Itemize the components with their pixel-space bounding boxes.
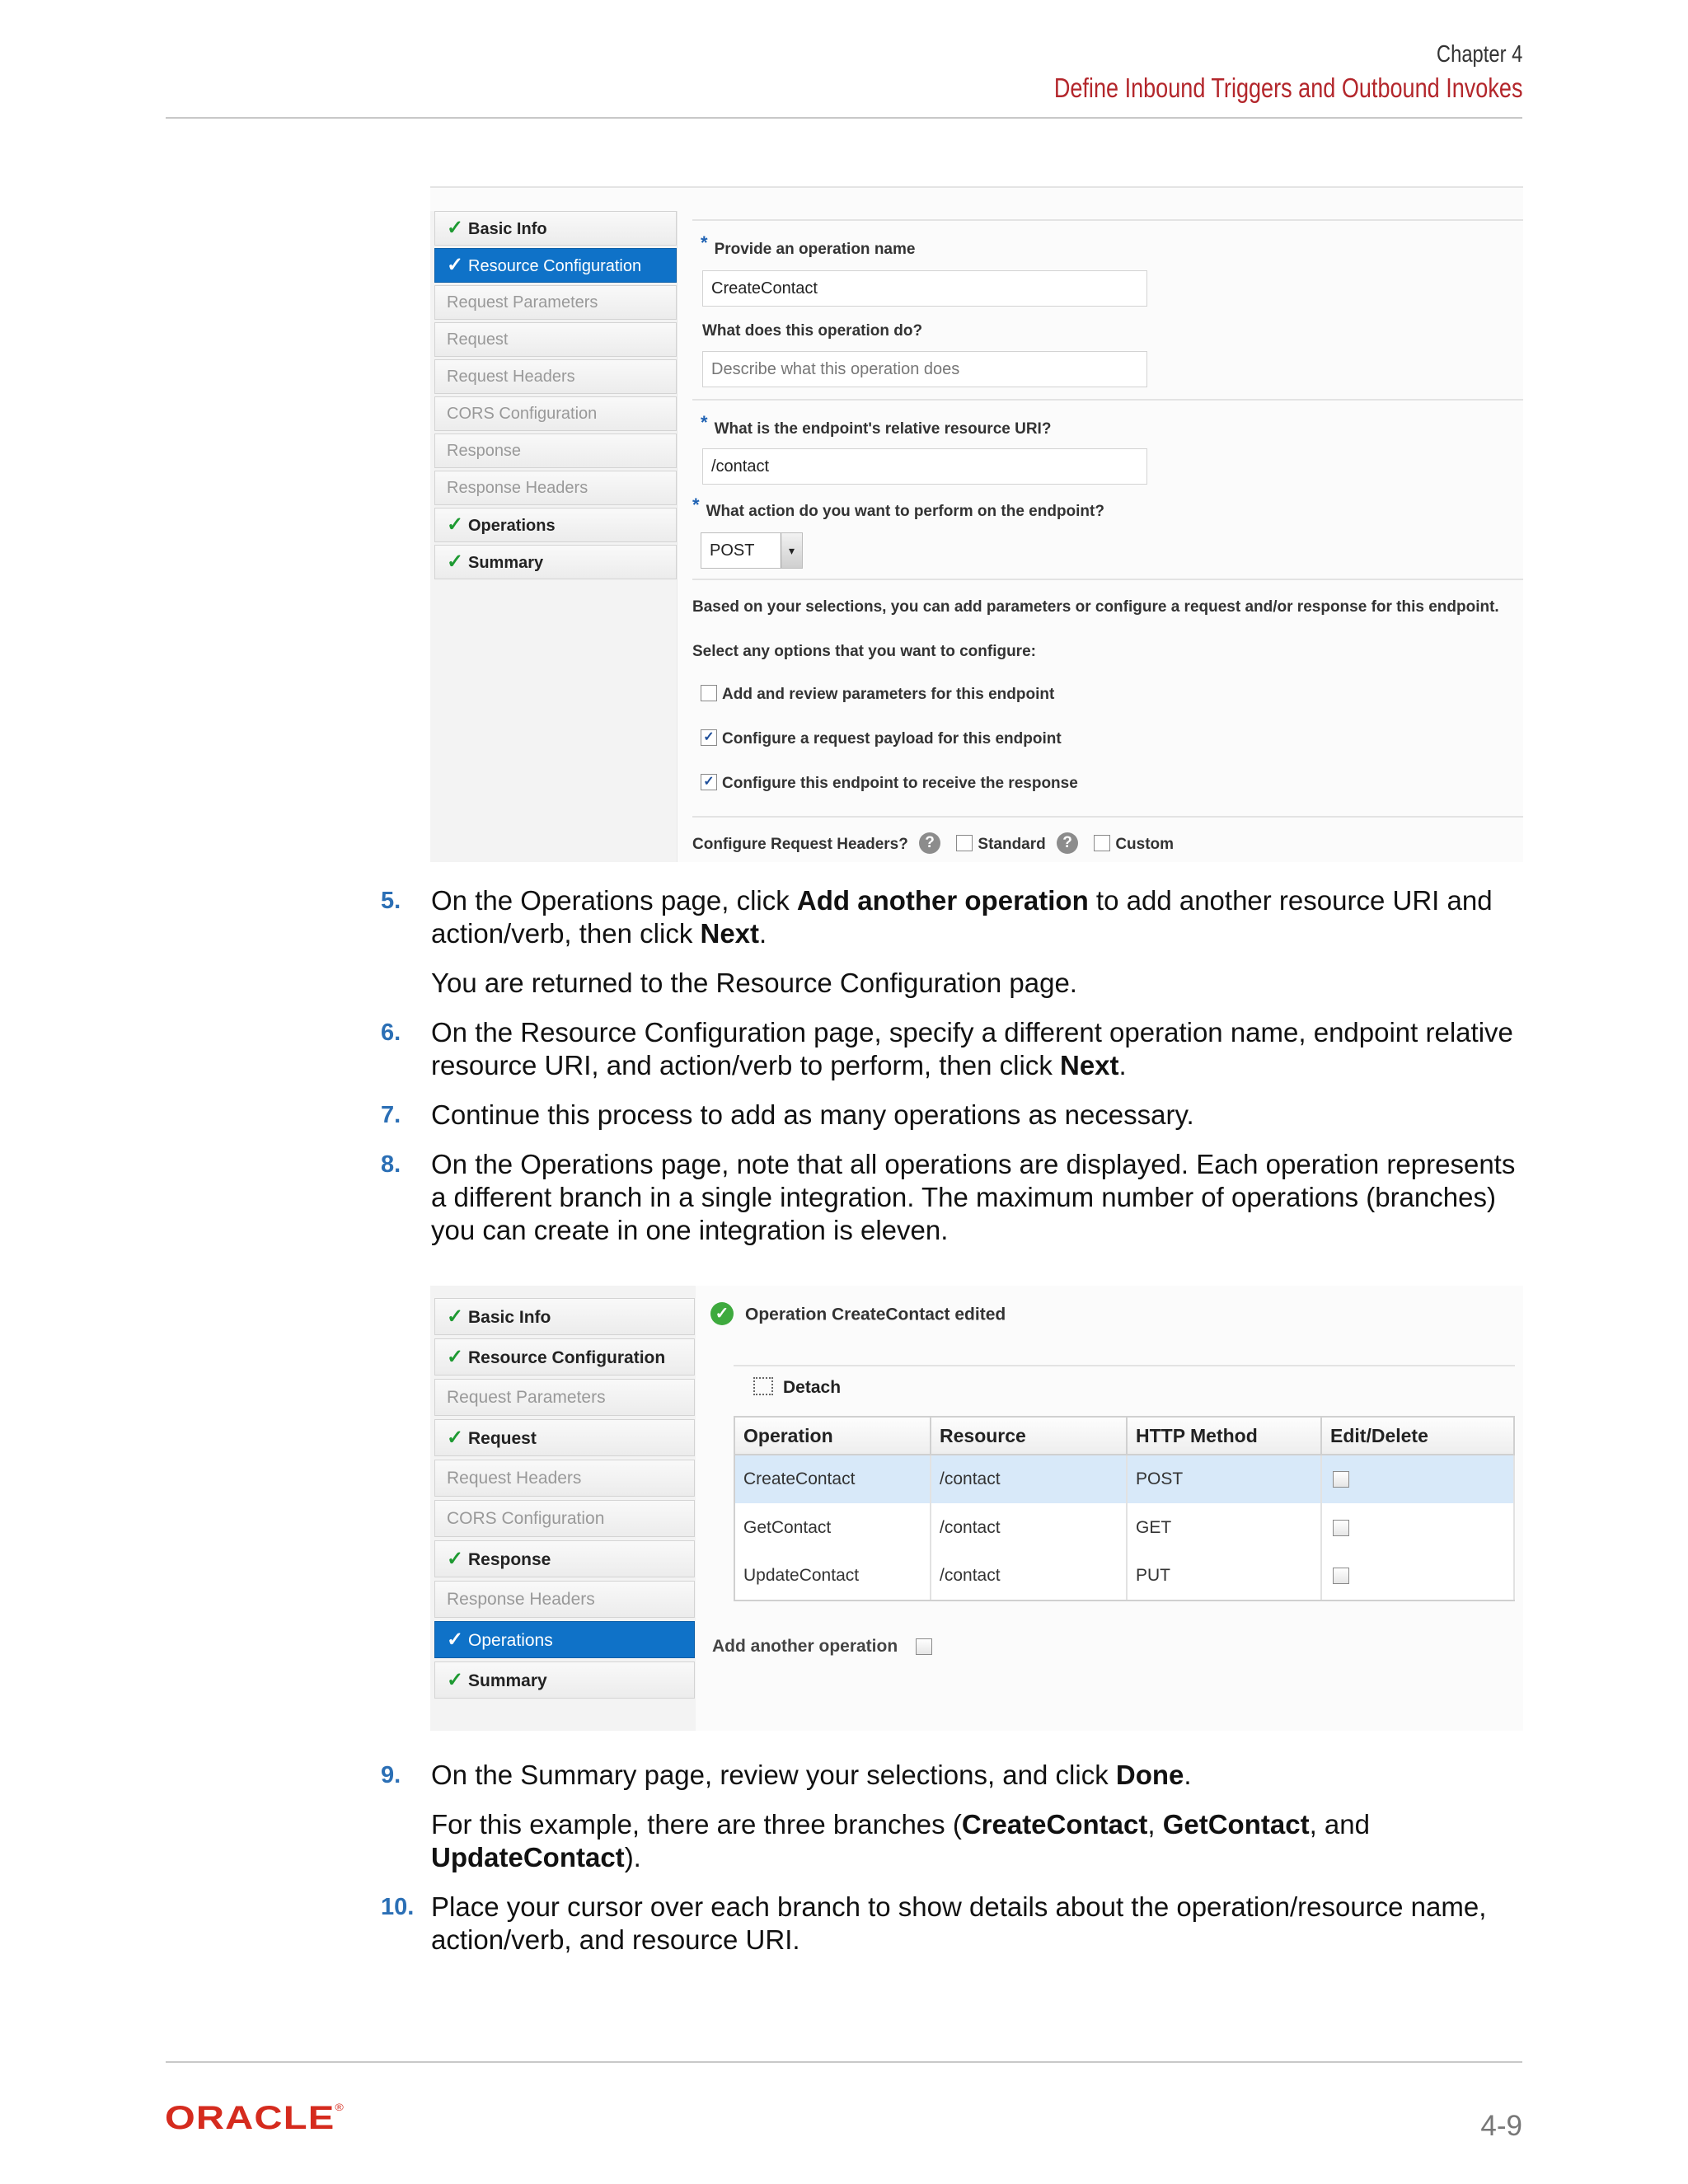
nav-item-resource-configuration[interactable]: ✓ Resource Configuration — [434, 1338, 695, 1376]
table-row[interactable] — [734, 1552, 1514, 1601]
standard-checkbox[interactable] — [956, 835, 973, 851]
divider — [692, 399, 1523, 401]
nav-item-summary[interactable]: ✓ Summary — [434, 545, 677, 579]
nav-item-request-parameters[interactable]: Request Parameters — [434, 1379, 695, 1416]
nav-item-resource-configuration[interactable]: ✓ Resource Configuration — [434, 248, 677, 283]
nav-item-cors-configuration[interactable]: CORS Configuration — [434, 1500, 695, 1537]
option-configure-response[interactable]: ✓ Configure this endpoint to receive the response — [701, 775, 1078, 793]
required-marker: * — [701, 232, 708, 253]
step-text: Place your cursor over each branch to show details about the operation/resource name, action/verb, and resource URI. — [431, 1891, 1487, 1955]
nav-item-operations[interactable]: ✓ Operations — [434, 508, 677, 542]
action-label: * What action do you want to perform on the endpoint? — [692, 494, 1104, 520]
step-number: 5. — [381, 888, 401, 914]
step-text: On the Operations page, click Add another operation to add another resource URI and action/verb, then click Next. — [431, 885, 1493, 949]
table-header-row — [734, 1417, 1514, 1455]
selection-info-text: Based on your selections, you can add parameters or configure a request and/or response for this endpoint. — [692, 598, 1499, 616]
resource-cell: /contact — [931, 1503, 1127, 1552]
check-icon: ✓ — [447, 1548, 464, 1570]
operation-name-field[interactable]: CreateContact — [702, 270, 1147, 307]
divider — [734, 1365, 1515, 1366]
check-icon: ✓ — [447, 1629, 464, 1651]
edit-delete-cell — [1321, 1455, 1514, 1503]
required-marker: * — [692, 494, 700, 515]
operations-table — [734, 1416, 1515, 1601]
edit-delete-cell — [1321, 1552, 1514, 1601]
header-divider — [166, 117, 1522, 119]
divider — [692, 579, 1523, 580]
resource-configuration-screenshot — [430, 186, 1523, 862]
description-label: What does this operation do? — [702, 322, 923, 340]
step-number: 6. — [381, 1019, 401, 1046]
resource-configuration-form — [678, 186, 1523, 862]
method-cell: PUT — [1127, 1552, 1321, 1601]
request-headers-row — [692, 834, 1174, 855]
checkbox-checked[interactable]: ✓ — [701, 729, 717, 746]
check-icon: ✓ — [447, 551, 464, 573]
nav-item-response[interactable]: ✓ Response — [434, 1540, 695, 1577]
custom-checkbox[interactable] — [1094, 835, 1110, 851]
nav-item-request-parameters[interactable]: Request Parameters — [434, 285, 677, 320]
detach-icon — [753, 1377, 773, 1395]
success-check-icon: ✓ — [710, 1302, 734, 1325]
row-checkbox[interactable] — [1333, 1520, 1349, 1536]
row-checkbox[interactable] — [1333, 1568, 1349, 1584]
custom-label: Custom — [1115, 836, 1175, 854]
detach-button[interactable]: Detach — [753, 1378, 841, 1398]
operation-cell: GetContact — [734, 1503, 931, 1552]
table-row[interactable] — [734, 1503, 1514, 1552]
operation-name-label: * Provide an operation name — [701, 232, 916, 258]
request-headers-label: Configure Request Headers? — [692, 836, 908, 854]
operation-cell: CreateContact — [734, 1455, 931, 1503]
required-marker: * — [701, 412, 708, 433]
check-icon: ✓ — [447, 1346, 464, 1368]
step-number: 9. — [381, 1762, 401, 1788]
check-icon: ✓ — [447, 513, 464, 536]
nav-item-request[interactable]: Request — [434, 322, 677, 357]
action-select[interactable]: POST ▾ — [701, 532, 803, 569]
nav-item-response[interactable]: Response — [434, 434, 677, 468]
column-header-http-method[interactable]: HTTP Method — [1127, 1417, 1321, 1455]
check-icon: ✓ — [447, 1427, 464, 1449]
column-header-operation[interactable]: Operation — [734, 1417, 931, 1455]
option-add-parameters[interactable]: Add and review parameters for this endpoint — [701, 686, 1054, 704]
step-text: Continue this process to add as many operations as necessary. — [431, 1099, 1194, 1130]
column-header-resource[interactable]: Resource — [931, 1417, 1127, 1455]
check-icon: ✓ — [447, 254, 464, 276]
nav-item-summary[interactable]: ✓ Summary — [434, 1661, 695, 1699]
option-configure-request[interactable]: ✓ Configure a request payload for this endpoint — [701, 730, 1062, 748]
resource-cell: /contact — [931, 1552, 1127, 1601]
nav-item-response-headers[interactable]: Response Headers — [434, 471, 677, 505]
nav-item-response-headers[interactable]: Response Headers — [434, 1581, 695, 1618]
select-options-label: Select any options that you want to configure: — [692, 643, 1036, 660]
column-header-edit-delete[interactable]: Edit/Delete — [1321, 1417, 1514, 1455]
step-text: On the Operations page, note that all operations are displayed. Each operation represents a different branch in a single integration. The maximum number of operations (branches) you can create in one integration is eleven. — [431, 1149, 1516, 1245]
oracle-logo: ORACLE® — [165, 2100, 345, 2136]
check-icon: ✓ — [447, 217, 464, 239]
nav-item-operations[interactable]: ✓ Operations — [434, 1621, 695, 1658]
nav-item-basic-info[interactable]: ✓ Basic Info — [434, 1298, 695, 1335]
resource-cell: /contact — [931, 1455, 1127, 1503]
step-number: 8. — [381, 1151, 401, 1178]
add-another-operation[interactable]: Add another operation — [712, 1637, 932, 1657]
chevron-down-icon[interactable]: ▾ — [781, 533, 802, 568]
edit-delete-cell — [1321, 1503, 1514, 1552]
divider — [692, 816, 1523, 818]
divider — [692, 219, 1523, 221]
method-cell: GET — [1127, 1503, 1321, 1552]
row-checkbox[interactable] — [1333, 1471, 1349, 1488]
method-cell: POST — [1127, 1455, 1321, 1503]
chapter-label: Chapter 4 — [1436, 41, 1522, 68]
checkbox-checked[interactable]: ✓ — [701, 774, 717, 790]
help-icon[interactable]: ? — [919, 832, 940, 854]
footer-divider — [166, 2061, 1522, 2063]
wizard-nav — [430, 211, 678, 862]
nav-item-basic-info[interactable]: ✓ Basic Info — [434, 211, 677, 246]
help-icon[interactable]: ? — [1057, 832, 1078, 854]
wizard-nav — [430, 1286, 696, 1731]
nav-item-request[interactable]: ✓ Request — [434, 1419, 695, 1456]
operations-screenshot — [430, 1286, 1523, 1731]
nav-item-request-headers[interactable]: Request Headers — [434, 359, 677, 394]
section-title: Define Inbound Triggers and Outbound Invokes — [1053, 73, 1522, 103]
description-field[interactable]: Describe what this operation does — [702, 351, 1147, 387]
nav-item-cors-configuration[interactable]: CORS Configuration — [434, 396, 677, 431]
uri-field[interactable]: /contact — [702, 448, 1147, 485]
standard-label: Standard — [978, 836, 1046, 854]
step-number: 10. — [381, 1894, 415, 1920]
checkbox[interactable] — [701, 685, 717, 701]
table-row[interactable] — [734, 1455, 1514, 1503]
check-icon: ✓ — [447, 1669, 464, 1691]
status-message: ✓ Operation CreateContact edited — [710, 1304, 1006, 1327]
uri-label: * What is the endpoint's relative resource URI? — [701, 412, 1052, 438]
nav-item-request-headers[interactable]: Request Headers — [434, 1460, 695, 1497]
operation-cell: UpdateContact — [734, 1552, 931, 1601]
step-text: On the Summary page, review your selections, and click Done. — [431, 1760, 1192, 1790]
add-operation-checkbox[interactable] — [916, 1638, 932, 1655]
step-number: 7. — [381, 1102, 401, 1128]
check-icon: ✓ — [447, 1305, 464, 1328]
page-number: 4-9 — [1480, 2110, 1522, 2142]
step-text: On the Resource Configuration page, specify a different operation name, endpoint relative resource URI, and action/verb to perform, then click Next. — [431, 1017, 1513, 1080]
